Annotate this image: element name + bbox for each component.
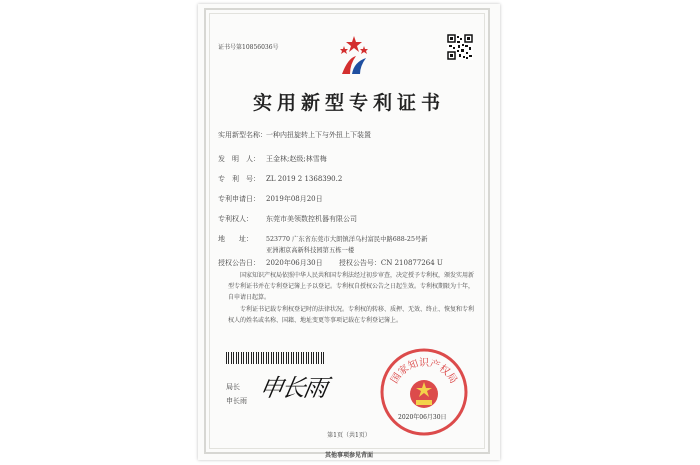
cnipa-logo-icon xyxy=(336,34,372,78)
grant-date: 2020年06月30日 xyxy=(266,259,323,267)
field-address xyxy=(218,234,428,244)
page-indicator: 第1页（共1页） xyxy=(327,432,371,439)
field-utility-model-name xyxy=(218,130,371,140)
field-patentee xyxy=(218,214,357,224)
field-value: 东莞市美领数控机器有限公司 xyxy=(266,215,357,223)
publication-number: CN 210877264 U xyxy=(380,259,443,267)
seal-ring-text: 国家知识产权局 xyxy=(389,358,459,386)
publication-label: 授权公告号： xyxy=(338,259,381,267)
field-label: 专利权人： xyxy=(218,215,253,223)
grant-paragraph: 国家知识产权局依照中华人民共和国专利法经过初步审查，决定授予专利权，颁发实用新型专利证书并在专利登记簿上予以登记。专利权自授权公告之日起生效。专利权期限为十年，自申请日起算。 xyxy=(228,272,475,301)
field-label: 地 址： xyxy=(218,235,253,243)
patent-certificate xyxy=(198,4,500,460)
field-label: 发 明 人： xyxy=(218,155,260,163)
field-value: ZL 2019 2 1368390.2 xyxy=(266,175,343,183)
barcode-icon xyxy=(226,352,326,364)
director-title: 局长 xyxy=(226,383,240,391)
field-label: 授权公告日： xyxy=(218,259,260,267)
field-label: 专 利 号： xyxy=(218,175,260,183)
registry-paragraph: 专利证书记载专利权登记时的法律状况。专利权的转移、质押、无效、终止、恢复和专利权人的姓名或名称、国籍、地址变更等事项记载在专利登记簿上。 xyxy=(228,306,475,324)
address-line-1: 523770 广东省东莞市大朗镇洋乌村富民中路688-25号新 xyxy=(266,236,428,243)
field-value: 王金林;赵级;林雪梅 xyxy=(266,155,327,163)
field-grant-date xyxy=(218,258,443,268)
field-value: 2019年08月20日 xyxy=(266,195,323,203)
field-label: 专利申请日： xyxy=(218,195,260,203)
qr-code-icon xyxy=(447,34,473,60)
field-inventors xyxy=(218,154,327,164)
address-line-2: 亚洲湘京高新科技园第五栋一楼 xyxy=(266,247,355,254)
director-name: 申长雨 xyxy=(226,397,247,405)
seal-date: 2020年06月30日 xyxy=(398,414,447,421)
footer-note: 其他事项参见背面 xyxy=(324,452,373,459)
handwritten-signature: 申长雨 xyxy=(257,374,329,402)
certificate-title: 实用新型专利证书 xyxy=(252,92,445,114)
official-seal-icon xyxy=(378,346,470,438)
field-value: 一种内扭旋转上下与外扭上下装置 xyxy=(266,131,371,139)
field-application-date xyxy=(218,194,323,204)
field-label: 实用新型名称： xyxy=(218,131,267,139)
field-patent-number xyxy=(218,174,342,184)
certificate-number: 证书号第10856036号 xyxy=(218,44,279,51)
